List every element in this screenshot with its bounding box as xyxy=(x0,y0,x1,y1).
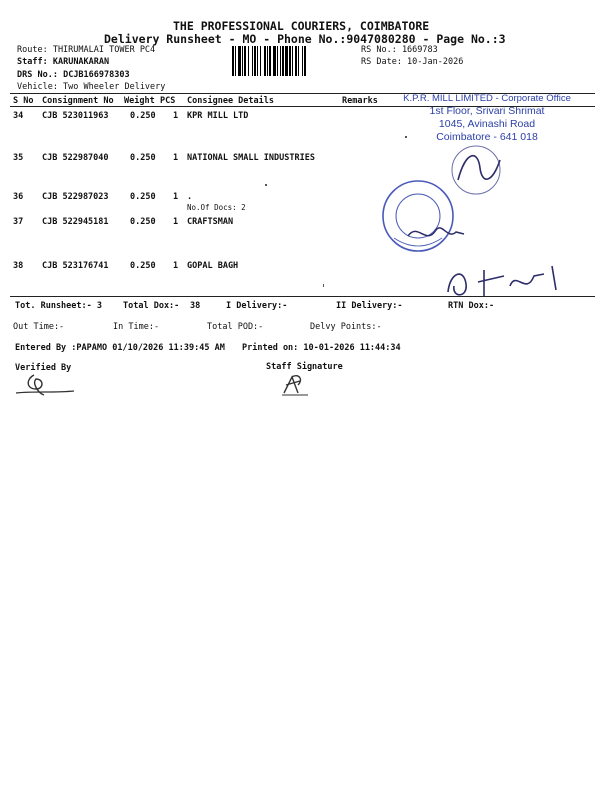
staff-signature-label: Staff Signature xyxy=(266,362,343,372)
kpr-stamp-line2: 1st Floor, Srivari Shrimat xyxy=(429,105,545,117)
kpr-stamp-line1: K.P.R. MILL LIMITED - Corporate Office xyxy=(403,93,571,104)
drs-label: DRS No.: xyxy=(17,70,58,80)
row-consignment: CJB 523011963 xyxy=(42,111,109,121)
dot-mark xyxy=(265,184,267,186)
page-title: THE PROFESSIONAL COURIERS, COIMBATORE xyxy=(173,19,430,33)
vehicle-text: Vehicle: Two Wheeler Delivery xyxy=(17,82,166,92)
row-weight: 0.250 xyxy=(130,192,156,202)
rs-number: RS No.: 1669783 xyxy=(361,45,438,55)
ii-delivery: II Delivery:- xyxy=(336,301,403,311)
rtn-dox: RTN Dox:- xyxy=(448,301,495,311)
col-header-weight: Weight xyxy=(124,96,155,106)
row-doc-count: No.Of Docs: 2 xyxy=(187,203,246,212)
row-weight: 0.250 xyxy=(130,261,156,271)
row-37-signature xyxy=(406,218,466,248)
staff-label-text: Staff: xyxy=(17,57,48,67)
row-pcs: 1 xyxy=(173,111,179,121)
row-sno: 34 xyxy=(13,111,24,121)
total-dox-value: 38 xyxy=(190,301,201,311)
col-header-consignment: Consignment No xyxy=(42,96,114,106)
row-weight: 0.250 xyxy=(130,111,156,121)
rs-date: RS Date: 10-Jan-2026 xyxy=(361,57,464,67)
kpr-stamp-line3: 1045, Avinashi Road xyxy=(438,118,536,130)
dot-mark xyxy=(405,136,407,138)
row-38-signature xyxy=(444,262,574,302)
row-weight: 0.250 xyxy=(130,153,156,163)
i-delivery: I Delivery:- xyxy=(226,301,288,311)
col-header-consignee: Consignee Details xyxy=(187,96,274,106)
staff-label xyxy=(17,57,109,67)
row-consignment: CJB 523176741 xyxy=(42,261,109,271)
row-consignment: CJB 522987023 xyxy=(42,192,109,202)
kpr-stamp xyxy=(392,92,582,144)
entered-by: Entered By :PAPAMO 01/10/2026 11:39:45 AM xyxy=(15,343,225,353)
drs-value: DCJB166978303 xyxy=(63,70,130,80)
col-header-remarks: Remarks xyxy=(342,96,378,106)
row-36-signature xyxy=(448,140,508,196)
row-sno: 36 xyxy=(13,192,24,202)
total-pod: Total POD:- xyxy=(207,322,264,332)
row-consignee: CRAFTSMAN xyxy=(187,217,234,227)
total-runsheet: Tot. Runsheet:- 3 xyxy=(15,301,102,311)
delvy-points: Delvy Points:- xyxy=(310,322,382,332)
col-header-pcs: PCS xyxy=(160,96,176,106)
out-time: Out Time:- xyxy=(13,322,65,332)
staff-signature-mark xyxy=(278,371,312,397)
row-consignee: NATIONAL SMALL INDUSTRIES xyxy=(187,153,315,163)
drs-number xyxy=(17,70,130,80)
row-sno: 35 xyxy=(13,153,24,163)
row-consignee: . xyxy=(187,192,193,202)
route-text: Route: THIRUMALAI TOWER PC4 xyxy=(17,45,156,55)
kpr-stamp-line4: Coimbatore - 641 018 xyxy=(436,131,538,143)
printed-on: Printed on: 10-01-2026 11:44:34 xyxy=(242,343,401,353)
row-pcs: 1 xyxy=(173,261,179,271)
barcode xyxy=(232,46,356,76)
row-sno: 38 xyxy=(13,261,24,271)
total-dox-label: Total Dox:- xyxy=(123,301,180,311)
row-pcs: 1 xyxy=(173,153,179,163)
verified-by-label: Verified By xyxy=(15,363,72,373)
row-pcs: 1 xyxy=(173,217,179,227)
verified-by-signature xyxy=(14,371,76,399)
page-subtitle: Delivery Runsheet - MO - Phone No.:9047080280 - Page No.:3 xyxy=(104,32,506,46)
row-consignment: CJB 522945181 xyxy=(42,217,109,227)
row-consignment: CJB 522987040 xyxy=(42,153,109,163)
in-time: In Time:- xyxy=(113,322,160,332)
row-consignee: KPR MILL LTD xyxy=(187,111,249,121)
row-weight: 0.250 xyxy=(130,217,156,227)
row-consignee: GOPAL BAGH xyxy=(187,261,239,271)
row-sno: 37 xyxy=(13,217,24,227)
dot-mark xyxy=(323,284,324,287)
staff-value: KARUNAKARAN xyxy=(52,57,110,67)
row-pcs: 1 xyxy=(173,192,179,202)
col-header-sno: S No xyxy=(13,96,34,106)
